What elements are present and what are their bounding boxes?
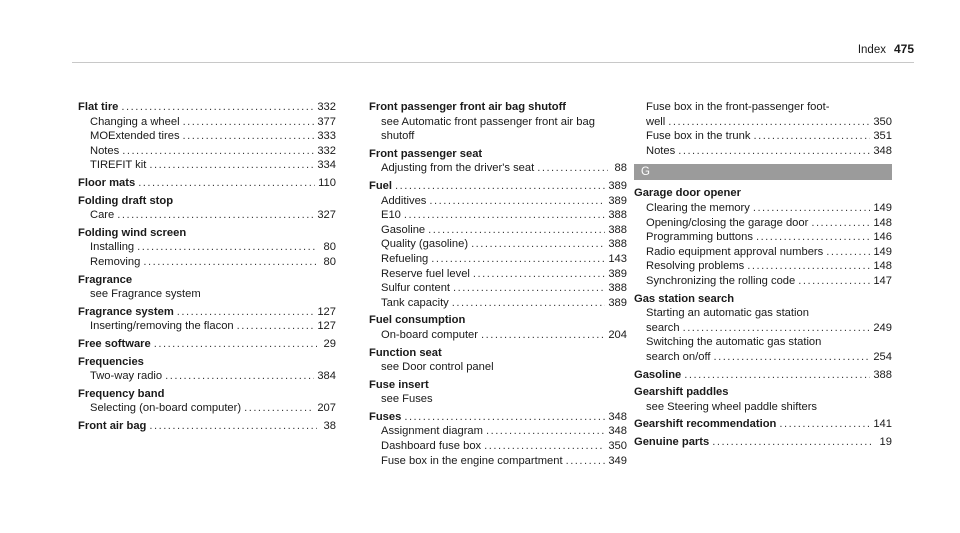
subentry-label: Removing (90, 255, 141, 268)
index-entry (634, 292, 892, 365)
leader-dots (149, 419, 317, 434)
entry-title: Fuse insert (369, 378, 429, 391)
subentry-row[interactable] (634, 259, 892, 274)
entry-title: Folding draft stop (78, 194, 174, 207)
see-reference[interactable]: see Automatic front passenger front air bag shutoff (381, 115, 595, 143)
subentry-label: well (646, 115, 666, 128)
index-entry (78, 387, 336, 416)
page-ref[interactable]: 389 (608, 194, 627, 207)
subentry-label: Gasoline (381, 223, 426, 236)
subentry-label: Changing a wheel (90, 115, 180, 128)
page-ref[interactable]: 141 (873, 418, 892, 431)
page-ref[interactable]: 29 (323, 337, 336, 350)
entry-title: Function seat (369, 346, 442, 359)
leader-dots (165, 369, 314, 384)
entry-title: Gas station search (634, 292, 735, 305)
entry-title: Front passenger seat (369, 147, 483, 160)
subentry-label: Selecting (on-board computer) (90, 402, 242, 415)
entry-row[interactable] (78, 305, 336, 320)
page-ref[interactable]: 377 (317, 115, 336, 128)
entry-title: Frequencies (78, 355, 144, 368)
entry-title: Folding wind screen (78, 226, 187, 239)
leader-dots (484, 439, 605, 454)
leader-dots (713, 350, 870, 365)
leader-dots (753, 129, 870, 144)
subentry-row[interactable] (369, 424, 627, 439)
leader-dots (404, 410, 605, 425)
page-ref[interactable]: 254 (873, 350, 892, 363)
page-ref[interactable]: 389 (608, 179, 627, 192)
subentry-row[interactable] (369, 208, 627, 223)
leader-dots (143, 255, 317, 270)
entry-row[interactable] (369, 346, 627, 361)
subentry-label: Refueling (381, 252, 429, 265)
page-ref[interactable]: 389 (608, 296, 627, 309)
entry-row[interactable] (634, 368, 892, 383)
subentry-row[interactable] (78, 115, 336, 130)
subentry-label: Reserve fuel level (381, 267, 470, 280)
subentry-row[interactable] (369, 454, 627, 469)
entry-row[interactable] (634, 292, 892, 307)
page-ref[interactable]: 348 (608, 410, 627, 423)
entry-row[interactable] (369, 147, 627, 162)
subentry-row[interactable] (369, 281, 627, 296)
index-entry (78, 419, 336, 434)
subentry-label: Two-way radio (90, 370, 163, 383)
page-ref[interactable]: 143 (608, 252, 627, 265)
index-entry (369, 378, 627, 407)
index-entry (369, 100, 627, 144)
subentry-label: Resolving problems (646, 260, 745, 273)
entry-title: Fuel consumption (369, 314, 466, 327)
page-ref[interactable]: 148 (873, 260, 892, 273)
see-reference[interactable]: see Steering wheel paddle shifters (646, 400, 818, 413)
leader-dots (149, 158, 314, 173)
see-reference[interactable]: see Door control panel (381, 361, 494, 374)
page-ref[interactable]: 127 (317, 305, 336, 318)
leader-dots (137, 240, 317, 255)
page-ref[interactable]: 384 (317, 370, 336, 383)
entry-row[interactable] (78, 419, 336, 434)
index-entry (369, 147, 627, 176)
entry-row[interactable] (78, 337, 336, 352)
subentry-label: Radio equipment approval numbers (646, 245, 824, 258)
leader-dots (481, 328, 605, 343)
index-entry (369, 179, 627, 310)
entry-row[interactable] (369, 179, 627, 194)
page-header (858, 42, 914, 58)
page-ref[interactable]: 80 (323, 241, 336, 254)
subentry-label: Sulfur content (381, 282, 451, 295)
entry-row[interactable] (369, 313, 627, 328)
subentry-label: Tank capacity (381, 296, 449, 309)
subentry-label: Opening/closing the garage door (646, 216, 809, 229)
entry-title: Flat tire (78, 101, 119, 113)
leader-dots (177, 305, 315, 320)
subentry-label: Programming buttons (646, 231, 753, 244)
entry-title: Garage door opener (634, 187, 741, 200)
leader-dots (138, 176, 315, 191)
page-ref[interactable]: 207 (317, 402, 336, 415)
entry-title: Floor mats (78, 176, 136, 189)
page-ref[interactable]: 332 (317, 144, 336, 157)
index-entry (78, 194, 336, 223)
page-ref[interactable]: 333 (317, 130, 336, 143)
page-ref[interactable]: 148 (873, 216, 892, 229)
leader-dots (431, 252, 605, 267)
entry-row[interactable] (634, 417, 892, 432)
page-ref[interactable]: 88 (614, 162, 627, 175)
leader-dots (811, 216, 870, 231)
continued-entry (634, 100, 892, 158)
subentry-row[interactable] (78, 158, 336, 173)
page-ref[interactable]: 110 (318, 176, 336, 189)
page-ref[interactable]: 389 (608, 267, 627, 280)
leader-dots (404, 208, 605, 223)
leader-dots (183, 115, 315, 130)
entry-title: Gearshift paddles (634, 386, 729, 399)
page-ref[interactable]: 350 (873, 115, 892, 128)
index-entry (634, 186, 892, 288)
entry-title: Front passenger front air bag shutoff (369, 101, 567, 113)
subentry-row[interactable] (634, 321, 892, 336)
entry-title: Fuel (369, 179, 392, 192)
entry-row[interactable] (78, 387, 336, 402)
subentry-row[interactable] (369, 296, 627, 311)
subentry-label: Additives (381, 194, 427, 207)
index-entry (78, 176, 336, 191)
entry-row[interactable] (634, 385, 892, 400)
subentry-label: Inserting/removing the flacon (90, 320, 234, 333)
page-ref[interactable]: 127 (317, 320, 336, 333)
page-ref[interactable]: 334 (317, 159, 336, 172)
subentry-row[interactable] (634, 129, 892, 144)
subentry-label: Installing (90, 241, 135, 254)
leader-dots (121, 100, 314, 115)
index-entry (369, 346, 627, 375)
subentry-label: search (646, 321, 680, 334)
leader-dots (683, 321, 871, 336)
subentry-row[interactable] (78, 401, 336, 416)
entry-title: Front air bag (78, 419, 147, 432)
page-ref[interactable]: 149 (873, 245, 892, 258)
entry-row[interactable] (369, 100, 627, 115)
page-ref[interactable]: 388 (608, 282, 627, 295)
index-entry (369, 313, 627, 342)
see-reference[interactable]: see Fragrance system (90, 288, 201, 301)
page-ref[interactable]: 388 (608, 238, 627, 251)
page-ref[interactable]: 149 (873, 201, 892, 214)
subentry-label: Care (90, 209, 115, 222)
subentry-label: E10 (381, 209, 401, 222)
continued-line: Fuse box in the front-passenger foot- (646, 101, 830, 113)
leader-dots (756, 230, 870, 245)
page-number: 475 (893, 42, 914, 56)
subentry-row[interactable] (369, 328, 627, 343)
subentry-row[interactable] (78, 369, 336, 384)
page-ref[interactable]: 327 (317, 209, 336, 222)
subentry-label: TIREFIT kit (90, 159, 147, 172)
subentry-row[interactable] (634, 230, 892, 245)
subentry-label: On-board computer (381, 328, 479, 341)
subentry-row[interactable] (369, 237, 627, 252)
entry-title: Gasoline (634, 368, 682, 381)
index-entry (78, 337, 336, 352)
leader-dots (453, 281, 605, 296)
subentry-label: Adjusting from the driver's seat (381, 162, 535, 175)
subentry-row[interactable] (369, 223, 627, 238)
subentry-row[interactable] (369, 161, 627, 176)
leader-dots (452, 296, 606, 311)
page-ref[interactable]: 19 (879, 435, 892, 448)
page-ref[interactable]: 38 (323, 419, 336, 432)
page-ref[interactable]: 146 (873, 231, 892, 244)
page-ref[interactable]: 147 (873, 274, 892, 287)
entry-row[interactable] (78, 273, 336, 288)
subentry-row[interactable] (78, 129, 336, 144)
leader-dots (237, 319, 315, 334)
section-title: Index (857, 44, 886, 56)
subentry-row[interactable] (78, 319, 336, 334)
entry-title: Fuses (369, 410, 402, 423)
leader-dots (798, 274, 870, 289)
leader-dots (668, 115, 870, 130)
see-reference[interactable]: see Fuses (381, 393, 433, 406)
subentry-row[interactable] (634, 144, 892, 159)
page-ref[interactable]: 388 (608, 209, 627, 222)
index-entry (634, 385, 892, 414)
index-entry (78, 273, 336, 302)
header-rule (72, 62, 914, 63)
index-entry (78, 355, 336, 384)
index-entry (634, 435, 892, 450)
subentry-row[interactable] (369, 194, 627, 209)
leader-dots (712, 435, 873, 450)
entry-row[interactable] (78, 100, 336, 115)
subentry-row[interactable] (634, 274, 892, 289)
subentry-row[interactable] (78, 240, 336, 255)
index-entry (634, 368, 892, 383)
index-entry (78, 100, 336, 173)
subentry-label: Assignment diagram (381, 425, 483, 438)
entry-row[interactable] (78, 226, 336, 241)
subentry-label: MOExtended tires (90, 130, 180, 143)
leader-dots (471, 237, 605, 252)
leader-dots (154, 337, 317, 352)
leader-dots (183, 129, 315, 144)
subentry-label: Fuse box in the trunk (646, 130, 751, 143)
leader-dots (678, 144, 870, 159)
page-ref[interactable]: 388 (608, 223, 627, 236)
subentry-label: Synchronizing the rolling code (646, 274, 796, 287)
leader-dots (244, 401, 314, 416)
entry-row[interactable] (78, 355, 336, 370)
index-column-2 (369, 100, 627, 468)
page-ref[interactable]: 388 (873, 368, 892, 381)
entry-row[interactable] (78, 176, 336, 191)
leader-dots (747, 259, 870, 274)
subentry-label: Fuse box in the engine compartment (381, 454, 563, 467)
entry-title: Fragrance (78, 273, 133, 286)
leader-dots (826, 245, 870, 260)
leader-dots (428, 223, 605, 238)
continued-subentry[interactable] (634, 115, 892, 130)
entry-title: Frequency band (78, 387, 165, 400)
page-ref[interactable]: 349 (608, 454, 627, 467)
subentry-label: Quality (gasoline) (381, 238, 469, 251)
letter-heading-g: G (634, 164, 892, 180)
entry-title: Genuine parts (634, 435, 710, 448)
leader-dots (395, 179, 605, 194)
leader-dots (117, 208, 314, 223)
page-ref[interactable]: 204 (608, 328, 627, 341)
entry-row[interactable] (78, 194, 336, 209)
page-ref[interactable]: 80 (323, 255, 336, 268)
index-entry (78, 226, 336, 270)
subentry-row[interactable] (634, 216, 892, 231)
index-column-1 (78, 100, 336, 433)
leader-dots (753, 201, 870, 216)
entry-row[interactable] (369, 410, 627, 425)
entry-title: Fragrance system (78, 305, 174, 318)
leader-dots (486, 424, 605, 439)
page-ref[interactable]: 351 (873, 130, 892, 143)
entry-row[interactable] (369, 378, 627, 393)
subentry-label: Notes (646, 144, 676, 157)
subentry-row[interactable] (369, 252, 627, 267)
entry-row[interactable] (634, 435, 892, 450)
subentry-label-line: Starting an automatic gas station (646, 307, 809, 320)
subentry-row[interactable] (634, 201, 892, 216)
subentry-label: Notes (90, 144, 120, 157)
subentry-label: search on/off (646, 350, 711, 363)
leader-dots (537, 161, 608, 176)
leader-dots (684, 368, 870, 383)
leader-dots (566, 454, 606, 469)
subentry-row[interactable] (634, 350, 892, 365)
entry-title: Free software (78, 337, 151, 350)
entry-title: Gearshift recommendation (634, 418, 777, 431)
index-column-3 (634, 100, 892, 449)
page-ref[interactable]: 332 (317, 101, 336, 113)
subentry-label: Clearing the memory (646, 201, 750, 214)
subentry-label: Dashboard fuse box (381, 440, 482, 453)
leader-dots (779, 417, 870, 432)
page-ref[interactable]: 350 (608, 440, 627, 453)
subentry-row[interactable] (78, 144, 336, 159)
subentry-row[interactable] (634, 245, 892, 260)
index-entry (634, 417, 892, 432)
subentry-row[interactable] (78, 208, 336, 223)
page-ref[interactable]: 249 (873, 321, 892, 334)
entry-row[interactable] (634, 186, 892, 201)
page-ref[interactable]: 348 (608, 425, 627, 438)
index-entry (369, 410, 627, 468)
subentry-row[interactable] (78, 255, 336, 270)
subentry-row[interactable] (369, 439, 627, 454)
leader-dots (122, 144, 314, 159)
index-entry (78, 305, 336, 334)
page-ref[interactable]: 348 (873, 144, 892, 157)
leader-dots (429, 194, 605, 209)
subentry-label-line: Switching the automatic gas station (646, 336, 822, 349)
leader-dots (473, 267, 605, 282)
subentry-row[interactable] (369, 267, 627, 282)
